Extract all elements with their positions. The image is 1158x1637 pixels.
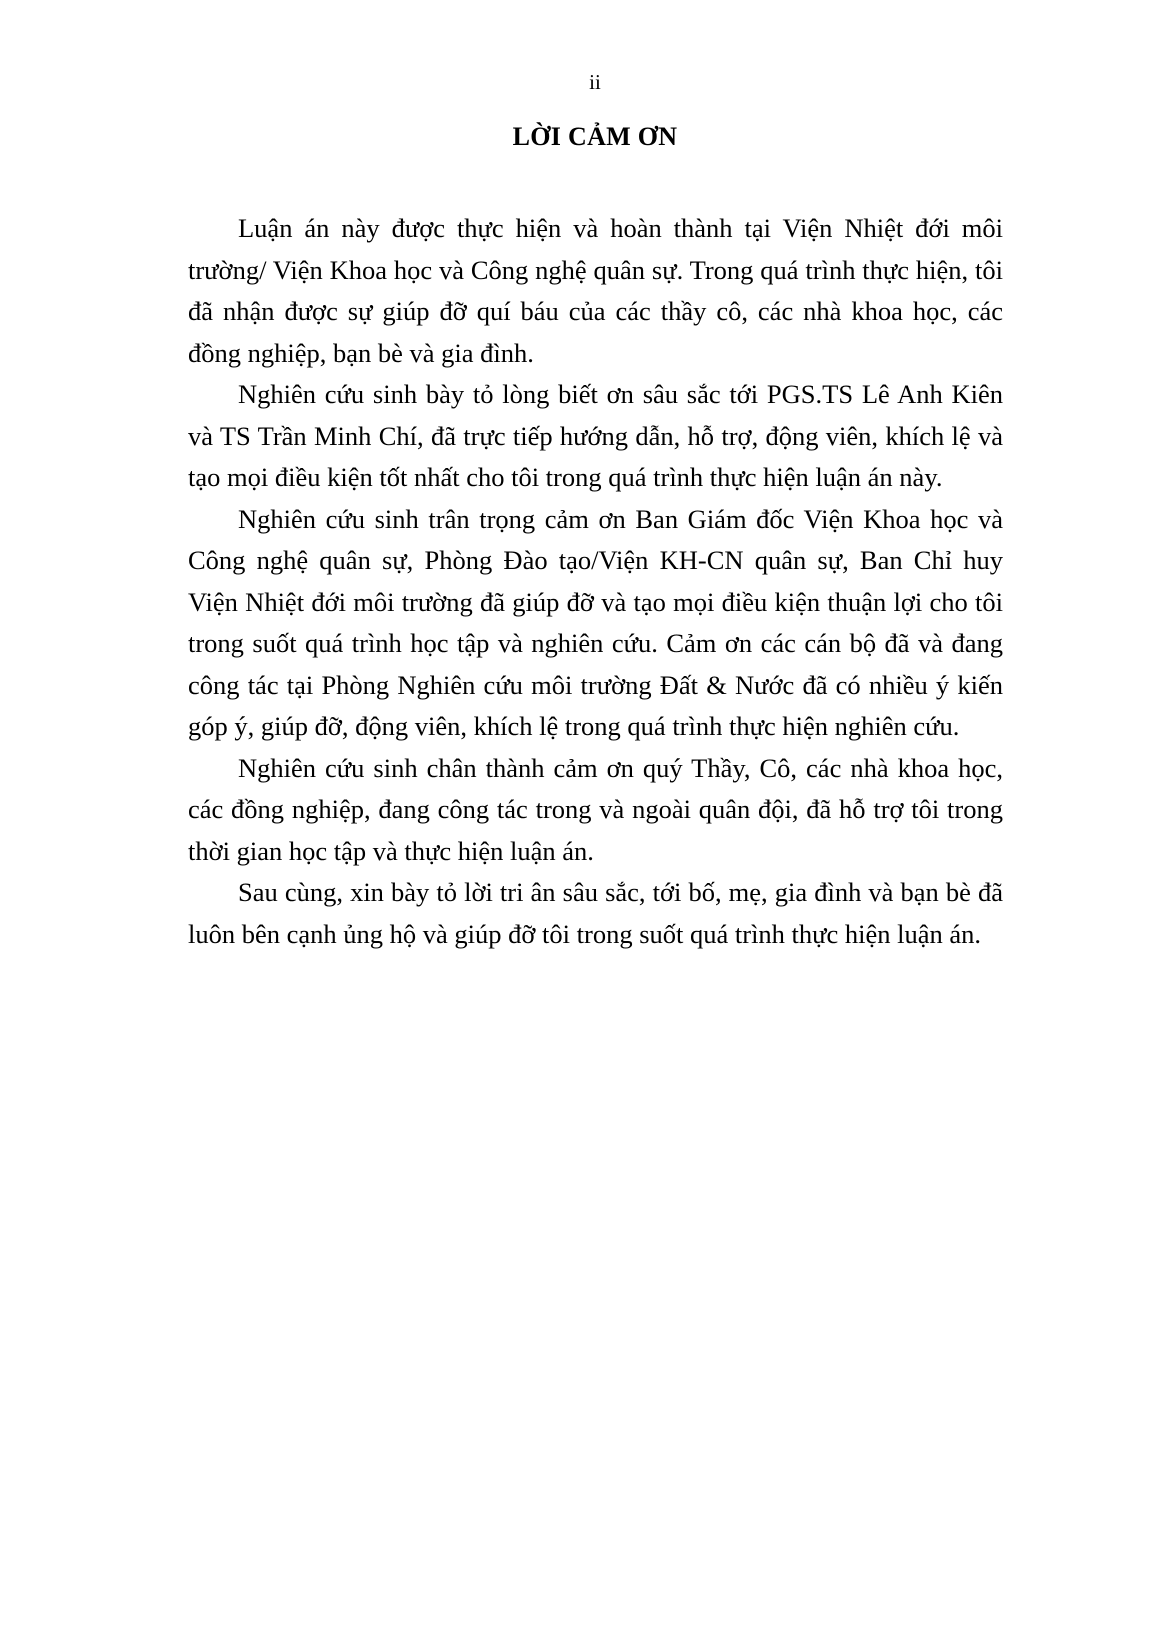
paragraph-1: Luận án này được thực hiện và hoàn thành tại Viện Nhiệt đới môi trường/ Viện Khoa học và Công nghệ quân sự. Trong quá trình thực hiện, tôi đã nhận được sự giúp đỡ quí báu của các thầy cô, các nhà khoa học, các đồng nghiệp, bạn bè và gia đình. <box>188 213 1003 368</box>
page-title: LỜI CẢM ƠN <box>512 122 678 151</box>
paragraph-4: Nghiên cứu sinh chân thành cảm ơn quý Thầy, Cô, các nhà khoa học, các đồng nghiệp, đang công tác trong và ngoài quân đội, đã hỗ trợ tôi trong thời gian học tập và thực hiện luận án. <box>188 752 1003 866</box>
paragraph-3: Nghiên cứu sinh trân trọng cảm ơn Ban Giám đốc Viện Khoa học và Công nghệ quân sự, Phòng Đào tạo/Viện KH-CN quân sự, Ban Chỉ huy Viện Nhiệt đới môi trường đã giúp đỡ và tạo mọi điều kiện thuận lợi cho tôi trong suốt quá trình học tập và nghiên cứu. Cảm ơn các cán bộ đã và đang công tác tại Phòng Nghiên cứu môi trường Đất & Nước đã có nhiều ý kiến góp ý, giúp đỡ, động viên, khích lệ trong quá trình thực hiện nghiên cứu. <box>188 503 1003 741</box>
paragraph-5: Sau cùng, xin bày tỏ lời tri ân sâu sắc, tới bố, mẹ, gia đình và bạn bè đã luôn bên cạnh ủng hộ và giúp đỡ tôi trong suốt quá trình thực hiện luận án. <box>188 877 1003 949</box>
acknowledgement-body <box>188 208 1003 955</box>
paragraph-2: Nghiên cứu sinh bày tỏ lòng biết ơn sâu sắc tới PGS.TS Lê Anh Kiên và TS Trần Minh Chí, đã trực tiếp hướng dẫn, hỗ trợ, động viên, khích lệ và tạo mọi điều kiện tốt nhất cho tôi trong quá trình thực hiện luận án này. <box>188 379 1003 492</box>
page-number: ii <box>589 70 601 94</box>
